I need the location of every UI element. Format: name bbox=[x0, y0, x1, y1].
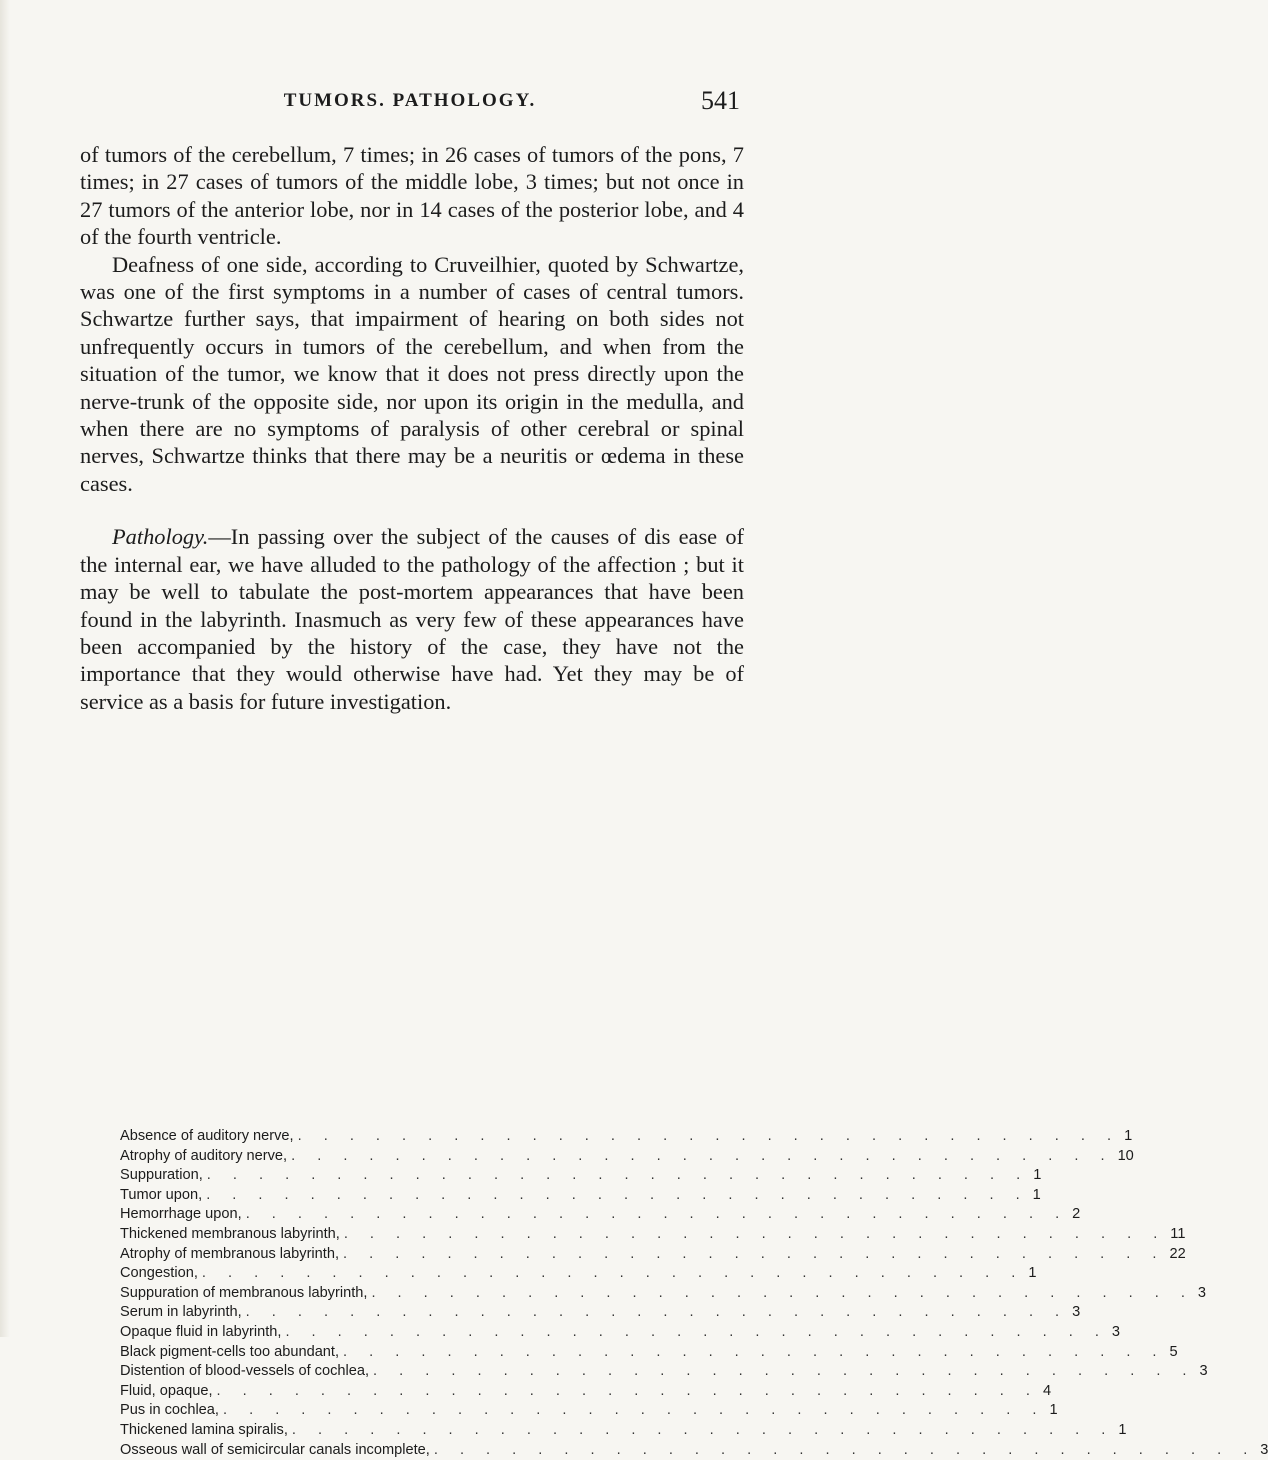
table-row bbox=[120, 1127, 678, 1147]
finding-count: 3 bbox=[1260, 1441, 1268, 1460]
running-head: TUMORS. PATHOLOGY. bbox=[80, 90, 740, 112]
table-row bbox=[120, 1147, 678, 1167]
post-mortem-findings-table bbox=[120, 1127, 678, 1460]
finding-count: 1 bbox=[1118, 1421, 1126, 1441]
table-row bbox=[120, 1303, 678, 1323]
finding-count: 1 bbox=[1033, 1166, 1041, 1186]
finding-count: 4 bbox=[1043, 1382, 1051, 1402]
leader-dots: . . . . . . . . . . . . . . . . . . . . . . . . . . . . . . . . bbox=[219, 1401, 1049, 1421]
finding-count: 1 bbox=[1028, 1264, 1036, 1284]
table-row bbox=[120, 1245, 678, 1265]
finding-label: Hemorrhage upon, bbox=[120, 1205, 242, 1225]
page-number: 541 bbox=[701, 86, 740, 116]
table-row bbox=[120, 1343, 678, 1363]
paragraph-pathology bbox=[80, 523, 744, 715]
table-row bbox=[120, 1264, 678, 1284]
leader-dots: . . . . . . . . . . . . . . . . . . . . . . . . . . . . . . . . bbox=[242, 1205, 1072, 1225]
finding-label: Tumor upon, bbox=[120, 1186, 202, 1206]
page-header bbox=[80, 86, 740, 126]
finding-count: 5 bbox=[1170, 1343, 1178, 1363]
finding-label: Opaque fluid in labyrinth, bbox=[120, 1323, 281, 1343]
finding-label: Atrophy of membranous labyrinth, bbox=[120, 1245, 339, 1265]
leader-dots: . . . . . . . . . . . . . . . . . . . . . . . . . . . . . . . . bbox=[340, 1225, 1170, 1245]
table-row bbox=[120, 1323, 678, 1343]
body-text bbox=[80, 141, 744, 715]
pathology-text: —In passing over the subject of the causes of dis ease of the internal ear, we have alluded to the pathology of the affection ; but it may be well to tabulate the post-mortem appearances that have been found in the labyrinth. Inasmuch as very few of these appearances have been accompanied by the history of the case, they have not the importance that they would otherwise have had. Yet they may be of service as a basis for future investigation. bbox=[80, 524, 744, 713]
leader-dots: . . . . . . . . . . . . . . . . . . . . . . . . . . . . . . . . bbox=[203, 1166, 1033, 1186]
finding-label: Pus in cochlea, bbox=[120, 1401, 219, 1421]
paragraph-deafness: Deafness of one side, according to Cruveilhier, quoted by Schwartze, was one of the first symptoms in a number of cases of central tumors. Schwartze further says, that impairment of hearing on both sides not unfrequently occurs in tumors of the cerebellum, and when from the situation of the tumor, we know that it does not press directly upon the nerve-trunk of the opposite side, nor upon its origin in the medulla, and when there are no symptoms of paralysis of other cerebral or spinal nerves, Schwartze thinks that there may be a neuritis or œdema in these cases. bbox=[80, 251, 744, 498]
leader-dots: . . . . . . . . . . . . . . . . . . . . . . . . . . . . . . . . bbox=[281, 1323, 1111, 1343]
table-row bbox=[120, 1401, 678, 1421]
pathology-heading: Pathology. bbox=[112, 524, 208, 549]
table-row bbox=[120, 1205, 678, 1225]
finding-count: 10 bbox=[1118, 1147, 1134, 1167]
table-row bbox=[120, 1186, 678, 1206]
table-row bbox=[120, 1284, 678, 1304]
finding-count: 1 bbox=[1033, 1186, 1041, 1206]
finding-label: Absence of auditory nerve, bbox=[120, 1127, 294, 1147]
leader-dots: . . . . . . . . . . . . . . . . . . . . . . . . . . . . . . . . bbox=[288, 1421, 1118, 1441]
finding-label: Serum in labyrinth, bbox=[120, 1303, 242, 1323]
finding-count: 1 bbox=[1049, 1401, 1057, 1421]
leader-dots: . . . . . . . . . . . . . . . . . . . . . . . . . . . . . . . . bbox=[294, 1127, 1124, 1147]
finding-label: Osseous wall of semicircular canals incomplete, bbox=[120, 1441, 430, 1460]
table-row bbox=[120, 1166, 678, 1186]
finding-label: Suppuration, bbox=[120, 1166, 203, 1186]
finding-label: Atrophy of auditory nerve, bbox=[120, 1147, 287, 1167]
finding-count: 1 bbox=[1124, 1127, 1132, 1147]
leader-dots: . . . . . . . . . . . . . . . . . . . . . . . . . . . . . . . . bbox=[367, 1284, 1197, 1304]
finding-count: 22 bbox=[1169, 1245, 1185, 1265]
finding-label: Thickened lamina spiralis, bbox=[120, 1421, 288, 1441]
table-row bbox=[120, 1382, 678, 1402]
finding-label: Fluid, opaque, bbox=[120, 1382, 213, 1402]
finding-label: Suppuration of membranous labyrinth, bbox=[120, 1284, 367, 1304]
finding-count: 3 bbox=[1072, 1303, 1080, 1323]
leader-dots: . . . . . . . . . . . . . . . . . . . . . . . . . . . . . . . . bbox=[369, 1362, 1199, 1382]
finding-count: 2 bbox=[1072, 1205, 1080, 1225]
finding-label: Black pigment-cells too abundant, bbox=[120, 1343, 339, 1363]
page-edge-shadow bbox=[0, 0, 10, 1337]
leader-dots: . . . . . . . . . . . . . . . . . . . . . . . . . . . . . . . . bbox=[198, 1264, 1028, 1284]
finding-label: Thickened membranous labyrinth, bbox=[120, 1225, 340, 1245]
finding-count: 11 bbox=[1170, 1225, 1185, 1245]
leader-dots: . . . . . . . . . . . . . . . . . . . . . . . . . . . . . . . . bbox=[430, 1441, 1260, 1460]
paragraph-tumors-continued: of tumors of the cerebellum, 7 times; in 26 cases of tumors of the pons, 7 times; in 27 cases of tumors of the middle lobe, 3 times; but not once in 27 tumors of the anterior lobe, nor in 14 cases of the posterior lobe, and 4 of the fourth ventricle. bbox=[80, 141, 744, 251]
finding-label: Distention of blood-vessels of cochlea, bbox=[120, 1362, 369, 1382]
finding-count: 3 bbox=[1200, 1362, 1208, 1382]
leader-dots: . . . . . . . . . . . . . . . . . . . . . . . . . . . . . . . . bbox=[213, 1382, 1043, 1402]
leader-dots: . . . . . . . . . . . . . . . . . . . . . . . . . . . . . . . . bbox=[287, 1147, 1117, 1167]
table-row bbox=[120, 1441, 678, 1460]
finding-count: 3 bbox=[1112, 1323, 1120, 1343]
table-row bbox=[120, 1362, 678, 1382]
finding-label: Congestion, bbox=[120, 1264, 198, 1284]
table-row bbox=[120, 1421, 678, 1441]
finding-count: 3 bbox=[1198, 1284, 1206, 1304]
table-row bbox=[120, 1225, 678, 1245]
leader-dots: . . . . . . . . . . . . . . . . . . . . . . . . . . . . . . . . bbox=[242, 1303, 1072, 1323]
leader-dots: . . . . . . . . . . . . . . . . . . . . . . . . . . . . . . . . bbox=[202, 1186, 1032, 1206]
leader-dots: . . . . . . . . . . . . . . . . . . . . . . . . . . . . . . . . bbox=[339, 1343, 1169, 1363]
leader-dots: . . . . . . . . . . . . . . . . . . . . . . . . . . . . . . . . bbox=[339, 1245, 1169, 1265]
